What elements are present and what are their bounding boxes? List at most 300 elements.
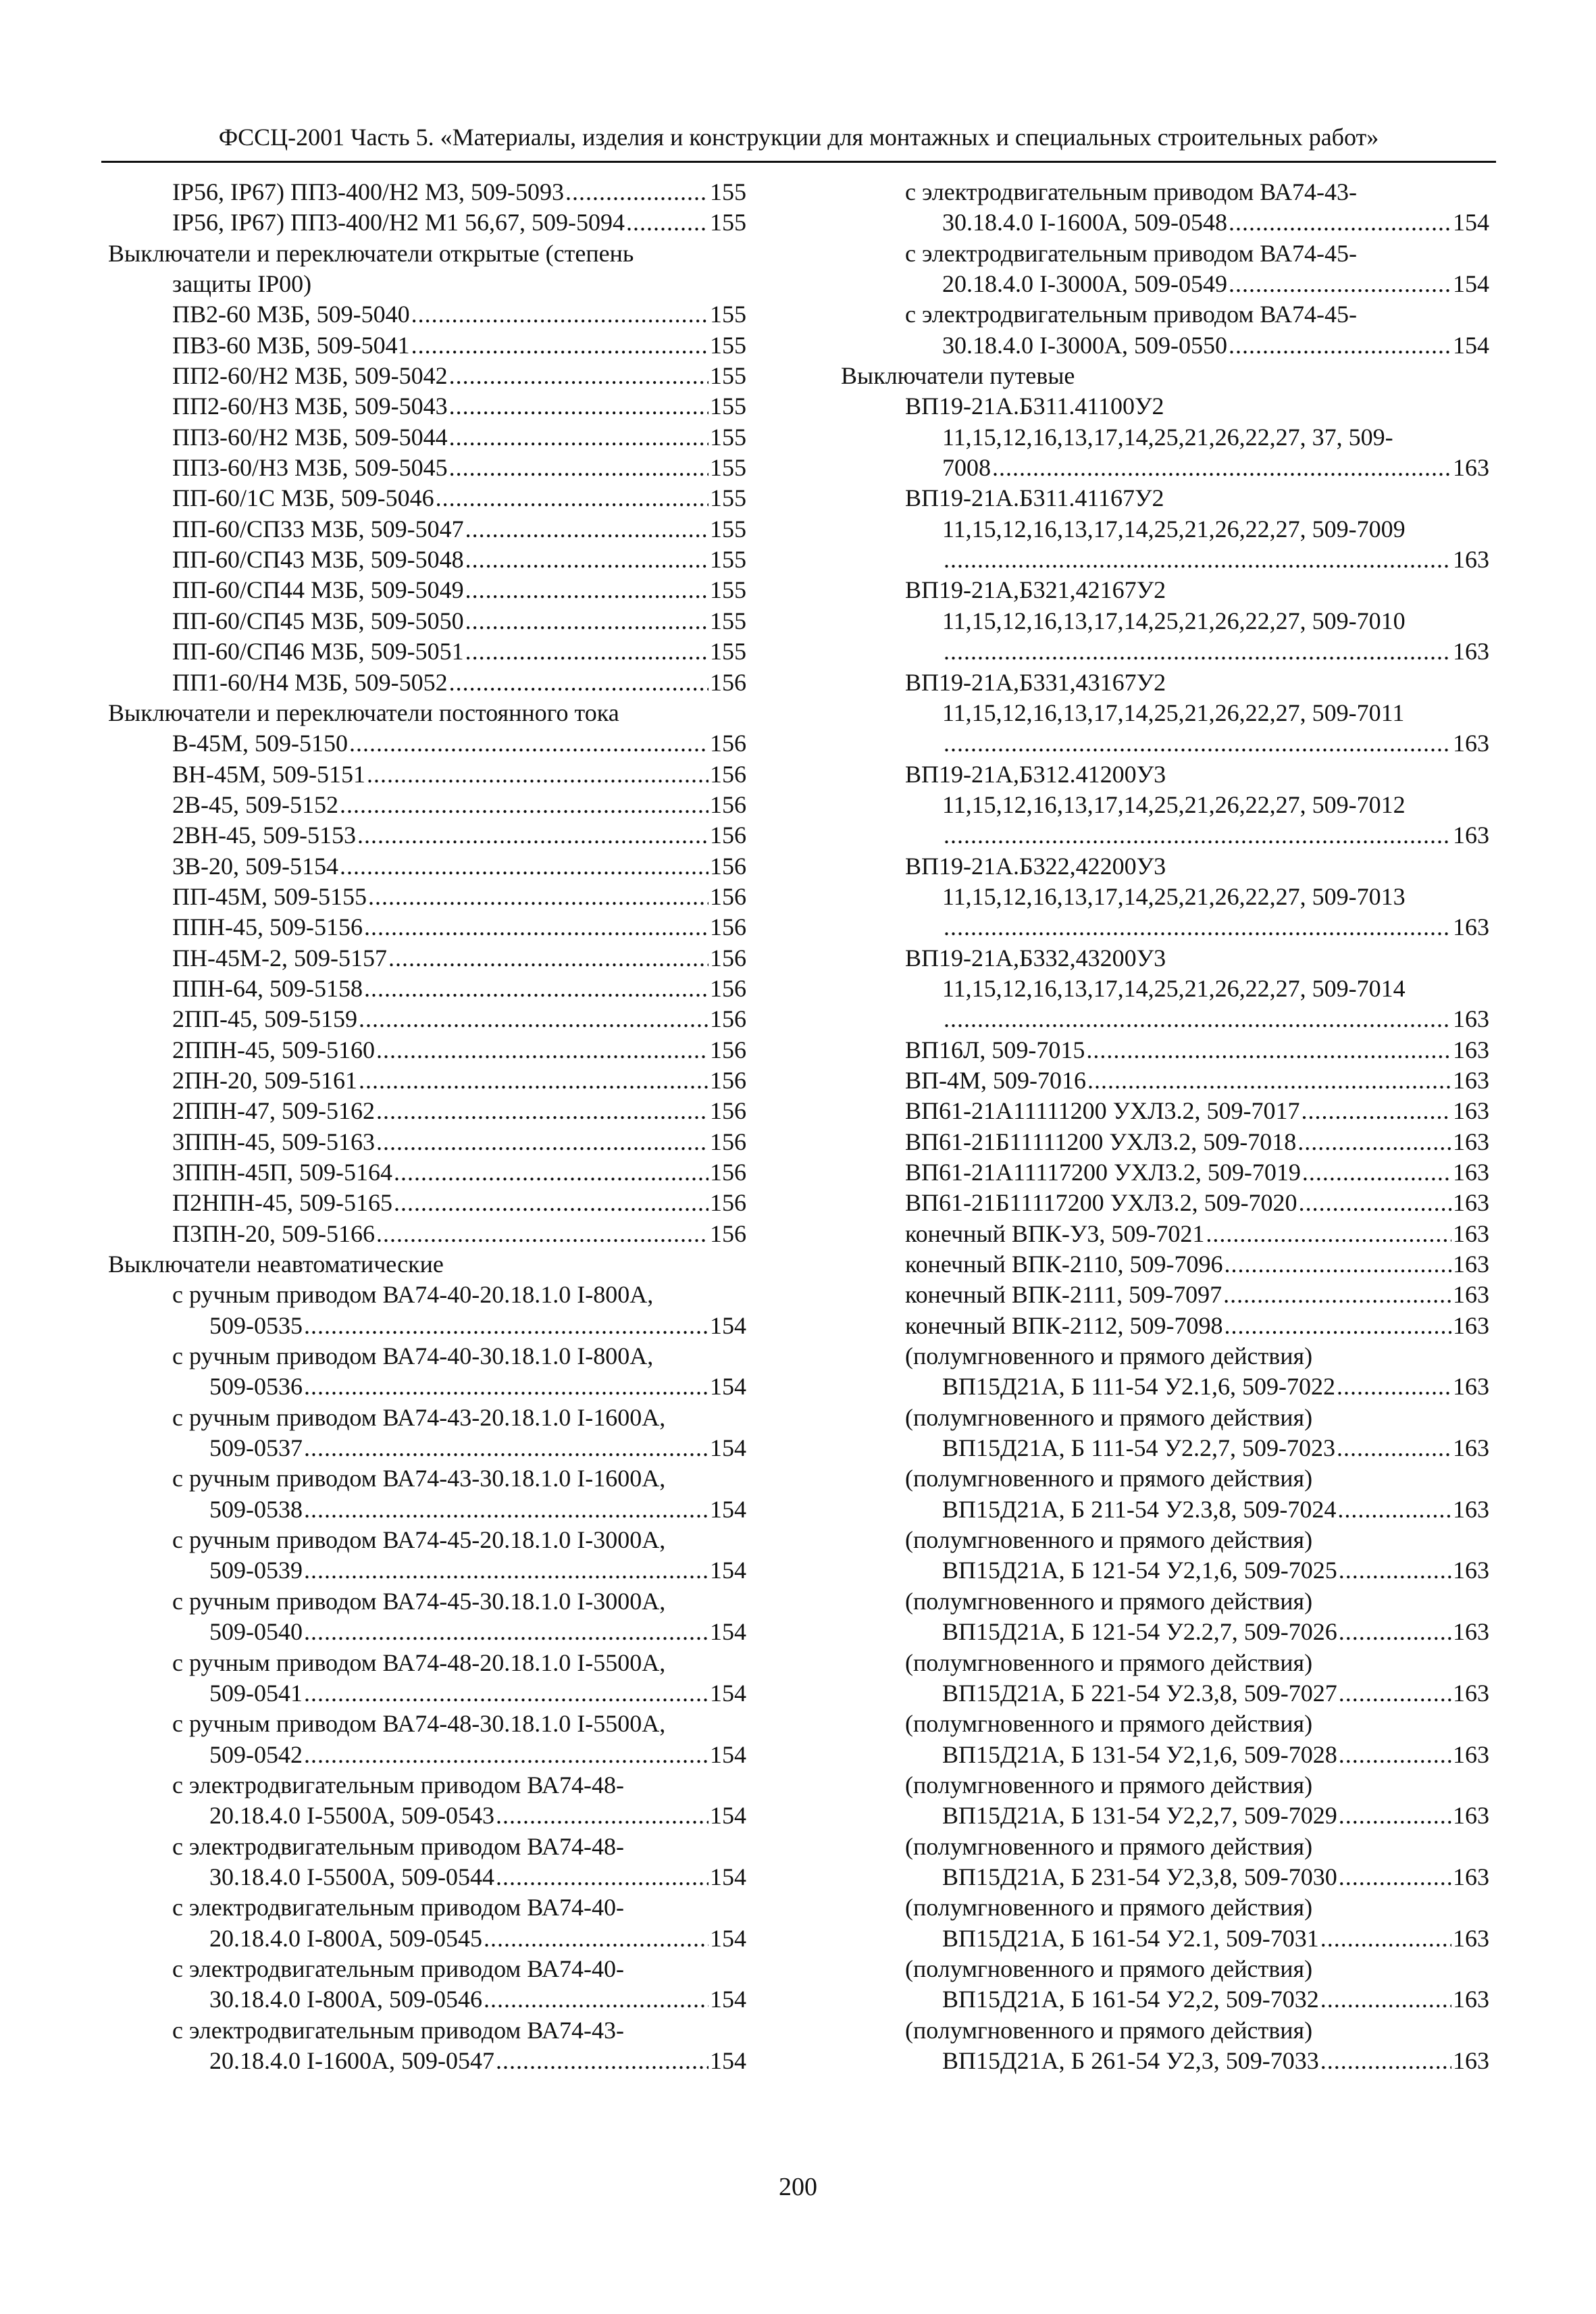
dot-leader [304,1494,709,1525]
index-entry [108,728,746,759]
heading-text: 11,15,12,16,13,17,14,25,21,26,22,27, 509-7013 [942,882,1406,910]
heading-text: (полумгновенного и прямого действия) [905,2016,1313,2044]
entry-text: ВП61-21Б11117200 УХЛ3.2, 509-7020 [905,1189,1297,1217]
entry-text: ПП-60/СП43 М3Б, 509-5048 [172,546,464,574]
entry-page-number: 163 [1453,1986,1489,2013]
entry-text: 2ПП-45, 509-5159 [172,1005,357,1033]
entry-page-number: 163 [1453,546,1489,574]
heading-text: ВП19-21А.Б311.41100У2 [905,393,1164,420]
index-subheading [841,698,1489,728]
dot-leader [1320,1923,1451,1954]
dot-leader [304,1311,709,1341]
entry-text: ПП-60/СП33 М3Б, 509-5047 [172,515,464,543]
entry-page-number: 156 [710,852,746,880]
dot-leader [1087,1065,1451,1096]
heading-text: с ручным приводом ВА74-45-30.18.1.0 I-3000А, [172,1587,666,1615]
entry-page-number: 156 [710,668,746,696]
index-entry [108,1862,746,1892]
entry-text: П3ПН-20, 509-5166 [172,1219,375,1247]
dot-leader [496,1862,709,1892]
dot-leader [349,728,709,759]
heading-text: (полумгновенного и прямого действия) [905,1894,1313,1921]
entry-page-number: 154 [710,1311,746,1339]
running-header: ФССЦ-2001 Часть 5. «Материалы, изделия и конструкции для монтажных и специальных строительных работ» [218,124,1379,151]
entry-page-number: 163 [1453,454,1489,482]
entry-text: 509-0536 [209,1373,303,1401]
dot-leader [1339,1801,1451,1831]
index-entry [841,1280,1489,1310]
index-subheading [841,882,1489,912]
index-subheading [108,1832,746,1862]
dot-leader [376,1096,709,1126]
index-subheading [841,575,1489,605]
heading-text: с ручным приводом ВА74-43-20.18.1.0 I-1600А, [172,1403,666,1431]
entry-page-number: 155 [710,301,746,328]
dot-leader [411,330,709,361]
heading-text: (полумгновенного и прямого действия) [905,1526,1313,1554]
entry-page-number: 154 [710,1802,746,1830]
entry-text: конечный ВПК-2112, 509-7098 [905,1311,1223,1339]
entry-page-number: 163 [1453,1679,1489,1707]
heading-text: с ручным приводом ВА74-40-20.18.1.0 I-800А, [172,1281,654,1309]
heading-text: с электродвигательным приводом ВА74-45- [905,301,1357,328]
heading-text: Выключатели и переключатели постоянного тока [108,699,619,726]
entry-page-number: 156 [710,1219,746,1247]
heading-text: 11,15,12,16,13,17,14,25,21,26,22,27, 509-7014 [942,974,1406,1002]
index-entry [108,330,746,361]
entry-text: ВН-45М, 509-5151 [172,760,365,788]
index-subheading [841,974,1489,1004]
index-subheading [841,1954,1489,1984]
index-subheading [841,391,1489,422]
index-subheading [108,1709,746,1739]
index-entry [108,1065,746,1096]
index-entry [108,1984,746,2015]
heading-text: Выключатели путевые [841,362,1075,390]
entry-text: IP56, IP67) ПП3-400/Н2 М3, 509-5093 [172,178,564,205]
index-entry [108,1678,746,1709]
dot-leader [340,790,709,820]
dot-leader [304,1617,709,1647]
index-entry [108,912,746,942]
dot-leader [992,453,1451,483]
dot-leader [465,575,709,605]
index-heading [108,698,746,728]
entry-page-number: 154 [1453,331,1489,359]
dot-leader [1339,1862,1451,1892]
index-entry [841,1127,1489,1157]
entry-page-number: 154 [1453,209,1489,236]
dot-leader [304,1555,709,1586]
entry-text: ВП61-21А11111200 УХЛ3.2, 509-7017 [905,1097,1300,1125]
heading-text: Выключатели неавтоматические [108,1251,444,1278]
dot-leader [1229,269,1451,299]
entry-page-number: 155 [710,607,746,634]
entry-page-number: 155 [710,454,746,482]
index-entry [108,851,746,882]
dot-leader [449,668,709,698]
entry-text: 2В-45, 509-5152 [172,790,338,818]
entry-page-number: 156 [710,760,746,788]
heading-text: с ручным приводом ВА74-48-30.18.1.0 I-5500А, [172,1710,666,1738]
page-number: 200 [779,2173,817,2201]
dot-leader [484,1984,709,2015]
index-entry [841,1311,1489,1341]
entry-page-number: 154 [710,1986,746,2013]
index-entry [108,882,746,912]
index-subheading [841,1832,1489,1862]
dot-leader [1320,1984,1451,2015]
heading-text: (полумгновенного и прямого действия) [905,1403,1313,1431]
index-subheading [841,606,1489,636]
entry-page-number: 156 [710,822,746,849]
index-entry [108,974,746,1004]
index-entry [108,820,746,851]
entry-text: 3ППН-45, 509-5163 [172,1128,375,1155]
dot-leader [465,606,709,636]
index-subheading [841,1586,1489,1617]
entry-text: ПП-45М, 509-5155 [172,882,367,910]
index-subheading [108,1403,746,1433]
index-entry [108,790,746,820]
index-entry [841,1984,1489,2015]
dot-leader [944,545,1451,575]
entry-text: 2ППН-45, 509-5160 [172,1036,375,1063]
index-entry [108,453,746,483]
dot-leader [368,882,709,912]
dot-leader [411,299,709,330]
index-subheading [841,1463,1489,1494]
entry-text: 3В-20, 509-5154 [172,852,338,880]
entry-text: 30.18.4.0 I-1600А, 509-0548 [942,209,1227,236]
dot-leader [1225,1249,1452,1280]
index-entry [108,1311,746,1341]
index-subheading [841,177,1489,207]
index-entry [108,1617,746,1647]
entry-page-number: 163 [1453,1097,1489,1125]
entry-text: ВП15Д21А, Б 221-54 У2.3,8, 509-7027 [942,1679,1337,1707]
entry-text: ППН-45, 509-5156 [172,913,363,941]
entry-text: ВП16Л, 509-7015 [905,1036,1085,1063]
dot-leader [1302,1096,1451,1126]
heading-text: (полумгновенного и прямого действия) [905,1649,1313,1676]
entry-page-number: 155 [710,331,746,359]
index-subheading [841,1892,1489,1923]
index-subheading [841,422,1489,453]
entry-page-number: 155 [710,576,746,604]
entry-text: 2ВН-45, 509-5153 [172,822,356,849]
dot-leader [357,820,709,851]
index-subheading [108,1892,746,1923]
entry-text: конечный ВПК-2110, 509-7096 [905,1251,1223,1278]
index-entry [108,1555,746,1586]
index-subheading [108,1954,746,1984]
entry-page-number: 163 [1453,1036,1489,1063]
entry-page-number: 156 [710,1189,746,1217]
index-subheading [841,851,1489,882]
dot-leader [1339,1740,1451,1770]
index-entry [841,1188,1489,1218]
index-entry [841,1433,1489,1463]
dot-leader [1229,330,1451,361]
index-entry [108,1219,746,1249]
index-subheading [841,2015,1489,2046]
entry-page-number: 163 [1453,1557,1489,1584]
dot-leader [1299,1188,1451,1218]
entry-text: 509-0540 [209,1618,303,1646]
dot-leader [944,912,1451,942]
index-subheading [841,1648,1489,1678]
entry-page-number: 155 [710,178,746,205]
index-entry [841,207,1489,238]
index-subheading [108,1586,746,1617]
entry-page-number: 154 [710,1924,746,1952]
index-entry [841,1372,1489,1402]
heading-text: ВП19-21А,Б312.41200У3 [905,760,1166,788]
entry-page-number: 155 [710,362,746,390]
index-subheading [108,2015,746,2046]
index-subheading [841,514,1489,545]
entry-text: 30.18.4.0 I-3000А, 509-0550 [942,331,1227,359]
dot-leader [1302,1157,1451,1188]
entry-text: 30.18.4.0 I-5500А, 509-0544 [209,1863,494,1890]
index-entry [108,361,746,391]
index-subheading [108,269,746,299]
heading-text: 11,15,12,16,13,17,14,25,21,26,22,27, 509-7011 [942,699,1405,726]
index-entry [108,1157,746,1188]
entry-page-number: 156 [710,974,746,1002]
entry-text: 509-0539 [209,1557,303,1584]
entry-page-number: 154 [710,1373,746,1401]
entry-page-number: 163 [1453,1311,1489,1339]
entry-text: ПП3-60/Н2 М3Б, 509-5044 [172,423,448,451]
dot-leader [465,545,709,575]
index-entry [841,1617,1489,1647]
heading-text: ВП19-21А.Б311.41167У2 [905,484,1164,512]
entry-page-number: 163 [1453,730,1489,757]
dot-leader [1337,1494,1451,1525]
dot-leader [394,1157,709,1188]
index-entry [108,1096,746,1126]
index-subheading [841,238,1489,269]
dot-leader [1223,1280,1451,1310]
index-entry [108,575,746,605]
entry-page-number: 154 [710,1863,746,1890]
entry-page-number: 163 [1453,1434,1489,1462]
index-subheading [108,1770,746,1801]
entry-page-number: 154 [710,1495,746,1523]
entry-text: ППН-64, 509-5158 [172,974,363,1002]
entry-page-number: 163 [1453,1373,1489,1401]
heading-text: с электродвигательным приводом ВА74-45- [905,239,1357,267]
entry-page-number: 163 [1453,1159,1489,1186]
heading-text: ВП19-21А.Б322,42200У3 [905,852,1166,880]
index-entry [108,1433,746,1463]
entry-text: ПП-60/СП44 М3Б, 509-5049 [172,576,464,604]
index-entry [108,1740,746,1770]
index-entry [841,728,1489,759]
index-subheading [841,1709,1489,1739]
entry-page-number: 163 [1453,1802,1489,1830]
index-entry [108,1923,746,1954]
entry-page-number: 156 [710,1097,746,1125]
dot-leader [1339,1617,1451,1647]
entry-text: конечный ВПК-2111, 509-7097 [905,1281,1222,1309]
entry-page-number: 163 [1453,1066,1489,1094]
index-entry [841,1035,1489,1065]
dot-leader [1086,1035,1451,1065]
index-entry [108,1188,746,1218]
index-subheading [108,1463,746,1494]
entry-text: ВП15Д21А, Б 131-54 У2,2,7, 509-7029 [942,1802,1337,1830]
dot-leader [359,1004,709,1034]
entry-page-number: 163 [1453,1740,1489,1768]
heading-text: (полумгновенного и прямого действия) [905,1710,1313,1738]
index-entry [841,1249,1489,1280]
index-subheading [841,1403,1489,1433]
index-entry [108,1004,746,1034]
heading-text: ВП19-21А,Б321,42167У2 [905,576,1166,604]
entry-page-number: 163 [1453,1251,1489,1278]
index-entry [841,330,1489,361]
index-entry [108,422,746,453]
heading-text: ВП19-21А,Б331,43167У2 [905,668,1166,696]
heading-text: с электродвигательным приводом ВА74-43- [905,178,1357,205]
header-rule [101,161,1496,163]
entry-text: ПВ2-60 М3Б, 509-5040 [172,301,410,328]
entry-page-number: 155 [710,546,746,574]
entry-text: 3ППН-45П, 509-5164 [172,1159,392,1186]
entry-text: 7008 [942,454,991,482]
index-entry [108,1035,746,1065]
heading-text: с электродвигательным приводом ВА74-40- [172,1955,624,1982]
dot-leader [340,851,709,882]
dot-leader [565,177,709,207]
entry-text: 509-0538 [209,1495,303,1523]
index-entry [841,1862,1489,1892]
heading-text: (полумгновенного и прямого действия) [905,1342,1313,1370]
heading-text: 11,15,12,16,13,17,14,25,21,26,22,27, 509-7010 [942,607,1406,634]
index-entry [108,759,746,790]
index-subheading [108,1648,746,1678]
entry-page-number: 156 [710,1005,746,1033]
dot-leader [304,1678,709,1709]
heading-text: защиты IP00) [172,270,312,298]
entry-text: ВП15Д21А, Б 231-54 У2,3,8, 509-7030 [942,1863,1337,1890]
entry-text: ПП2-60/Н2 М3Б, 509-5042 [172,362,448,390]
index-entry [108,943,746,974]
index-entry [841,545,1489,575]
entry-page-number: 155 [710,209,746,236]
entry-text: IP56, IP67) ПП3-400/Н2 М1 56,67, 509-5094 [172,209,625,236]
entry-page-number: 154 [710,1434,746,1462]
index-entry [108,483,746,513]
entry-text: ПВ3-60 М3Б, 509-5041 [172,331,410,359]
index-heading [108,1249,746,1280]
entry-text: 20.18.4.0 I-800А, 509-0545 [209,1924,482,1952]
entry-text: 509-0542 [209,1740,303,1768]
index-entry [108,636,746,667]
entry-text: ПП3-60/Н3 М3Б, 509-5045 [172,454,448,482]
dot-leader [304,1433,709,1463]
entry-page-number: 163 [1453,2046,1489,2074]
dot-leader [1339,1555,1451,1586]
dot-leader [1320,2046,1451,2076]
dot-leader [364,912,709,942]
index-entry [108,1372,746,1402]
entry-text: ВП15Д21А, Б 111-54 У2.1,6, 509-7022 [942,1373,1336,1401]
dot-leader [484,1923,709,1954]
index-subheading [841,1770,1489,1801]
index-subheading [108,1525,746,1555]
index-entry [108,2046,746,2076]
index-subheading [841,943,1489,974]
dot-leader [1229,207,1451,238]
heading-text: с ручным приводом ВА74-48-20.18.1.0 I-5500А, [172,1649,666,1676]
entry-page-number: 163 [1453,1924,1489,1952]
index-entry [108,391,746,422]
entry-page-number: 156 [710,944,746,972]
heading-text: (полумгновенного и прямого действия) [905,1587,1313,1615]
index-entry [841,820,1489,851]
entry-text: ПП-60/СП45 М3Б, 509-5050 [172,607,464,634]
entry-text: 509-0541 [209,1679,303,1707]
dot-leader [376,1219,709,1249]
entry-text: ВП61-21А11117200 УХЛ3.2, 509-7019 [905,1159,1301,1186]
entry-text: ВП15Д21А, Б 261-54 У2,3, 509-7033 [942,2046,1319,2074]
dot-leader [465,636,709,667]
index-entry [841,453,1489,483]
entry-text: ВП15Д21А, Б 161-54 У2,2, 509-7032 [942,1986,1319,2013]
entry-page-number: 155 [710,638,746,665]
entry-text: ВП15Д21А, Б 161-54 У2.1, 509-7031 [942,1924,1319,1952]
dot-leader [944,636,1451,667]
entry-page-number: 163 [1453,1495,1489,1523]
index-entry [841,1678,1489,1709]
index-subheading [841,790,1489,820]
entry-text: ВП-4М, 509-7016 [905,1066,1086,1094]
entry-text: ВП15Д21А, Б 111-54 У2.2,7, 509-7023 [942,1434,1336,1462]
dot-leader [626,207,709,238]
index-subheading [841,668,1489,698]
index-entry [108,299,746,330]
index-entry [841,1157,1489,1188]
entry-text: 2ППН-47, 509-5162 [172,1097,375,1125]
index-entry [108,514,746,545]
dot-leader [496,2046,709,2076]
entry-page-number: 163 [1453,1618,1489,1646]
entry-page-number: 163 [1453,638,1489,665]
entry-text: ПП2-60/Н3 М3Б, 509-5043 [172,393,448,420]
index-entry [108,545,746,575]
entry-text: 20.18.4.0 I-1600А, 509-0547 [209,2046,494,2074]
index-subheading [108,1341,746,1372]
index-entry [841,1065,1489,1096]
index-entry [841,1555,1489,1586]
dot-leader [1297,1127,1451,1157]
entry-text: 509-0535 [209,1311,303,1339]
index-subheading [841,299,1489,330]
entry-page-number: 155 [710,423,746,451]
dot-leader [1225,1311,1452,1341]
entry-text: ПН-45М-2, 509-5157 [172,944,387,972]
entry-page-number: 154 [710,1618,746,1646]
index-column-right [841,177,1489,2076]
dot-leader [1339,1678,1451,1709]
index-subheading [841,1525,1489,1555]
index-column-left [108,177,746,2076]
dot-leader [1206,1219,1451,1249]
